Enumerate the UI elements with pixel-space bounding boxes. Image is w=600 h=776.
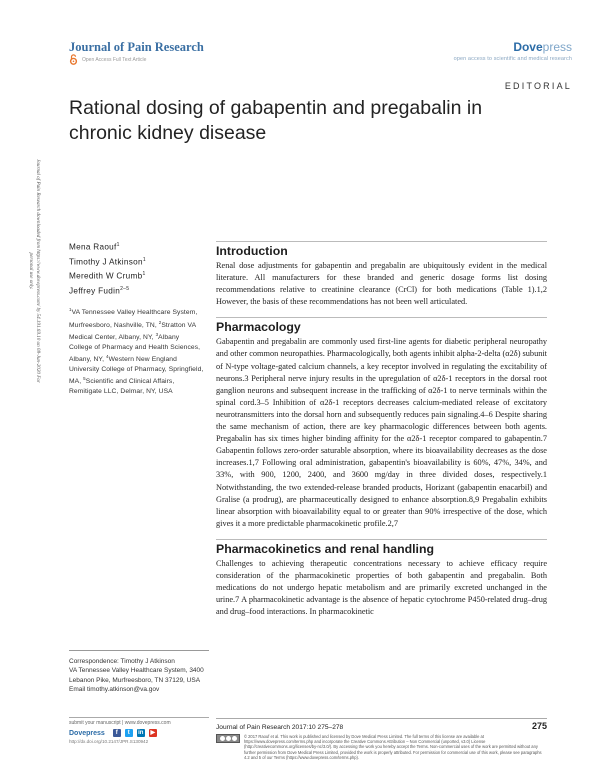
paragraph-pharmacokinetics: Challenges to achieving therapeutic concentrations necessary to achieve efficacy require consideration of the pharmacokinetic properties of both gabapentin and pregabalin. Both medications do not undergo hepatic metabolism and are primarily excreted unchanged in the urine.7 A pharmacokinetic advantage is the absence of hepatic cytochrome P450-related drug–drug and drug–food interactions. In pharmacokinetic bbox=[216, 558, 547, 617]
download-watermark: Journal of Pain Research downloaded from https://www.dovepress.com/ by 54.191.69.10 on 08-Jun-2020 For personal use only. bbox=[28, 159, 41, 383]
submission-block bbox=[69, 717, 209, 744]
open-access-row bbox=[69, 54, 146, 65]
correspondence-address: VA Tennessee Valley Healthcare System, 3400 Lebanon Pike, Murfreesboro, TN 37129, USA bbox=[69, 667, 204, 684]
open-access-icon bbox=[69, 54, 78, 65]
doi-link[interactable]: http://dx.doi.org/10.2147/JPR.S130942 bbox=[69, 739, 149, 744]
publisher-logo: Dovepress bbox=[513, 40, 572, 54]
author-name[interactable]: Meredith W Crumb$^1$ bbox=[69, 271, 146, 282]
article-body bbox=[216, 241, 547, 618]
author-name[interactable]: Timothy J Atkinson$^1$ bbox=[69, 256, 146, 267]
correspondence-name: Correspondence: Timothy J Atkinson bbox=[69, 658, 175, 665]
article-type: EDITORIAL bbox=[504, 81, 572, 91]
license-row bbox=[216, 734, 547, 760]
license-text: © 2017 Raouf et al. This work is published and licensed by Dove Medical Press Limited. The full terms of this license are available at https://www.dovepress.com/terms.php and incorporate the Creative Commons Attribution – Non Commercial (unported, v3.0) License (http://creativecommons.org/licenses/by-nc/3.0/). By accessing the work you hereby accept the Terms. Non-commercial uses of the work are permitted without any further permission from Dove Medical Press Limited, provided the work is properly attributed. For permission for commercial use of this work, please see paragraphs 4.2 and 5 of our Terms (https://www.dovepress.com/terms.php). bbox=[244, 734, 542, 760]
facebook-icon[interactable]: f bbox=[113, 729, 121, 737]
paragraph-introduction: Renal dose adjustments for gabapentin and pregabalin are ubiquitously evident in the medical literature. All manufacturers for these branded and generic dosage forms list dosing recommendations relative to creatinine clearance (CrCl) for both medications (Table 1).1,2 However, the basis of these recommendations has not been well articulated. bbox=[216, 261, 547, 307]
youtube-icon[interactable]: ▶ bbox=[150, 730, 156, 736]
dovepress-footer-logo[interactable]: Dovepress bbox=[69, 729, 105, 737]
journal-citation: Journal of Pain Research 2017:10 275–278 bbox=[216, 724, 344, 731]
publisher-tagline: open access to scientific and medical research bbox=[453, 56, 572, 62]
page-number: 275 bbox=[531, 721, 547, 731]
section-heading-pharmacokinetics: Pharmacokinetics and renal handling bbox=[216, 539, 547, 556]
article-title: Rational dosing of gabapentin and pregabalin in chronic kidney disease bbox=[69, 97, 483, 144]
creative-commons-icon[interactable] bbox=[216, 734, 240, 743]
correspondence-block bbox=[69, 650, 209, 694]
linkedin-icon[interactable]: in bbox=[138, 730, 144, 736]
dovepress-footer-row bbox=[69, 729, 209, 737]
publisher-brand[interactable] bbox=[454, 40, 572, 62]
author-name[interactable]: Jeffrey Fudin$^{2-5}$ bbox=[69, 286, 130, 296]
section-heading-introduction: Introduction bbox=[216, 241, 547, 258]
social-icons bbox=[113, 729, 157, 737]
journal-title[interactable]: Journal of Pain Research bbox=[69, 40, 204, 54]
author-block bbox=[69, 239, 204, 396]
affiliations: $^1$VA Tennessee Valley Healthcare System, Murfreesboro, Nashville, TN, $^2$Stratton VA Medical Center, Albany, NY, $^3$Albany College of Pharmacy and Health Sciences, Albany, NY, $^4$Western New England University College of Pharmacy, Springfield, MA, $^5$Scientific and Clinical Affairs, Remitigate LLC, Delmar, NY, USA bbox=[69, 306, 204, 395]
section-heading-pharmacology: Pharmacology bbox=[216, 317, 547, 334]
correspondence-email[interactable]: Email timothy.atkinson@va.gov bbox=[69, 685, 160, 693]
submit-manuscript-link[interactable]: submit your manuscript | www.dovepress.com bbox=[69, 717, 209, 726]
open-access-label: Open Access Full Text Article bbox=[82, 56, 147, 63]
author-name[interactable]: Mena Raouf$^1$ bbox=[69, 242, 120, 252]
twitter-icon[interactable]: t bbox=[125, 729, 133, 737]
page-footer bbox=[216, 718, 547, 760]
paragraph-pharmacology: Gabapentin and pregabalin are commonly used first-line agents for diabetic peripheral neuropathy and other common neuropathies. Pharmacologically, both agents inhibit alpha-2-delta (α2δ) subunit of N-type voltage-gated calcium channels, a key receptor involved in regulating the excitability of neurons.3 Peripheral nerve injury results in the upregulation of α2δ-1 receptors in the dorsal root ganglion neurons and subsequent increase in the trafficking of α2δ-1 to nerve terminals within the spinal cord.3–5 Inhibition of α2δ-1 receptors decreases calcium-mediated release of excitatory neurotransmitters into the dorsal horn and subsequently reduces pain signaling.4–6 Despite sharing the same mechanism of action, there are key pharmacologic differences between both agents. Pregabalin has six times higher binding affinity for the α2δ-1 receptor compared to gabapentin.7 Gabapentin follows zero-order saturable absorption, where its bioavailability decreases as the dose increases.1,7 Following oral administration, gabapentin's bioavailability is 60%, 47%, 34%, and 33%, with 900, 1200, 2400, and 3600 mg/day in three divided doses, respectively.1 Notwithstanding, the two extended-release branded products, Horizant (gabapentin enacarbil) and Gralise (a prodrug), are pharmaceutically designed to enhance absorption.8,9 Pregabalin exhibits linear absorption with bioavailability equal to or greater than 90% irrespective of the dose, which gives it a more predictable pharmacokinetic profile.2,7 bbox=[216, 337, 547, 528]
